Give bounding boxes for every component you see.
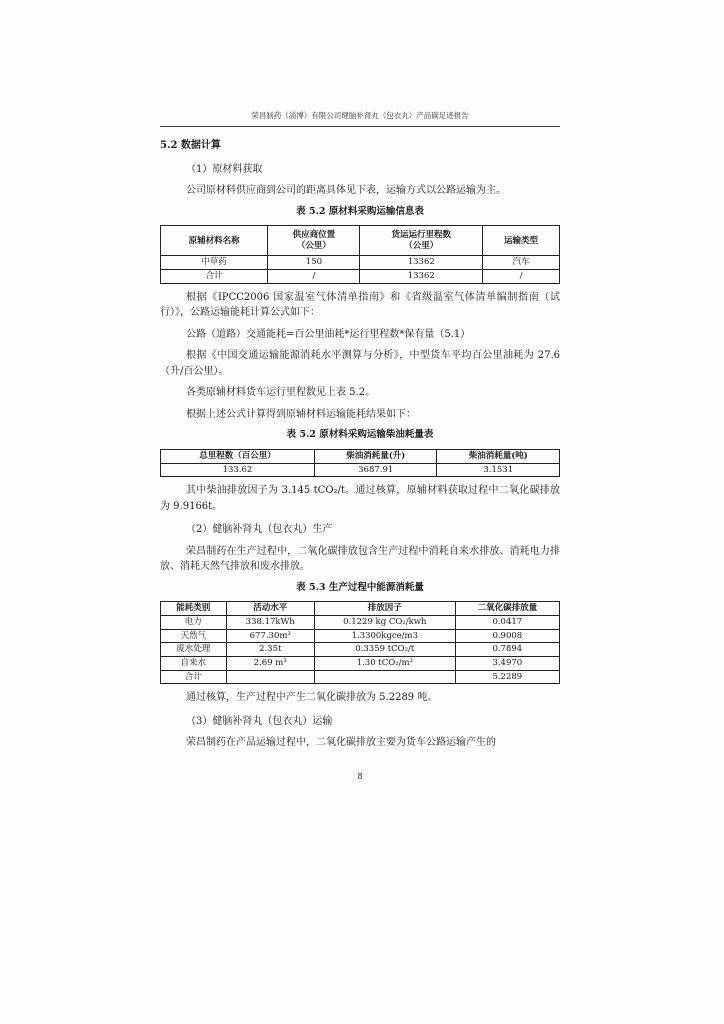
table-cell: / xyxy=(483,270,560,284)
table-cell: 0.3359 tCO₂/t xyxy=(314,643,455,657)
header-line: 货运运行里程数 xyxy=(391,230,452,241)
table-header-cell: 总里程数（百公里） xyxy=(161,449,315,463)
table-cell: 13362 xyxy=(360,270,483,284)
table-row xyxy=(161,616,560,630)
table-cell: 0.7894 xyxy=(455,643,559,657)
intro-paragraph: 公司原材料供应商到公司的距离具体见下表，运输方式以公路运输为主。 xyxy=(186,185,506,196)
transport-paragraph: 荣昌制药在产品运输过程中，二氧化碳排放主要为货车公路运输产生的 xyxy=(186,737,496,749)
raw-material-transport-table xyxy=(160,225,560,284)
table-cell: 1.30 tCO₂/m³ xyxy=(314,656,455,670)
table-header-cell: 二氧化碳排放量 xyxy=(455,602,559,616)
table-cell: 汽车 xyxy=(483,256,560,270)
table-cell: 5.2289 xyxy=(455,670,559,684)
formula-paragraph: 公路（道路）交通能耗=百公里油耗*运行里程数*保有量（5.1） xyxy=(186,328,471,340)
mileage-paragraph: 各类原辅材料货车运行里程数见上表 5.2。 xyxy=(186,387,376,399)
header-unit: （公里） xyxy=(296,240,331,251)
header-line: 供应商位置 xyxy=(292,230,336,241)
production-energy-table xyxy=(160,601,560,684)
table-cell: 3.1531 xyxy=(437,463,560,477)
header-rule xyxy=(160,126,560,127)
table-row xyxy=(161,670,560,684)
table-header-cell: 柴油消耗量(升) xyxy=(314,449,437,463)
table-header-cell: 原辅材料名称 xyxy=(161,226,268,256)
table-row xyxy=(161,643,560,657)
page-content xyxy=(160,134,560,757)
table-cell: 13362 xyxy=(360,256,483,270)
table-cell: 677.30m³ xyxy=(226,629,314,643)
table-row xyxy=(161,656,560,670)
diesel-consumption-table xyxy=(160,449,560,477)
section-heading: 5.2 数据计算 xyxy=(160,140,221,151)
table-cell: 133.62 xyxy=(161,463,315,477)
table-cell: 2.69 m³ xyxy=(226,656,314,670)
table-header-cell: 排放因子 xyxy=(314,602,455,616)
table-cell: / xyxy=(268,270,360,284)
table2-caption: 表 5.2 原材料采购运输柴油耗量表 xyxy=(286,429,434,441)
table-cell: 废水处理 xyxy=(161,643,227,657)
table-header-cell: 能耗类别 xyxy=(161,602,227,616)
table-cell xyxy=(314,670,455,684)
subheading-production: （2）健脑补肾丸（包衣丸）生产 xyxy=(186,524,333,536)
table-row xyxy=(161,256,560,270)
table-cell: 2.35t xyxy=(226,643,314,657)
table-header-cell: 活动水平 xyxy=(226,602,314,616)
table-row xyxy=(161,629,560,643)
table-header-cell: 运输类型 xyxy=(483,226,560,256)
running-header: 荣昌制药（淄博）有限公司健脑补肾丸（包衣丸）产品碳足迹报告 xyxy=(251,111,469,120)
table-header-cell: 柴油消耗量(吨) xyxy=(437,449,560,463)
table-cell: 0.9008 xyxy=(455,629,559,643)
production-paragraph: 荣昌制药在生产过程中，二氧化碳排放包含生产过程中消耗自来水排放、消耗电力排放、消耗天然气排放和废水排放。 xyxy=(160,545,560,573)
production-result-paragraph: 通过核算，生产过程中产生二氧化碳排放为 5.2289 吨。 xyxy=(186,692,438,704)
page-number: 8 xyxy=(357,772,363,781)
table-cell: 1.3300kgce/m3 xyxy=(314,629,455,643)
table-cell: 0.0417 xyxy=(455,616,559,630)
table-cell: 自来水 xyxy=(161,656,227,670)
table-row xyxy=(161,270,560,284)
table-header-row xyxy=(161,602,560,616)
ipcc-paragraph: 根据《IPCC2006 国家温室气体清单指南》和《省级温室气体清单编制指南（试行）》，公路运输能耗计算公式如下： xyxy=(160,291,560,319)
consumption-paragraph: 根据《中国交通运输能源消耗水平测算与分析》，中型货车平均百公里油耗为 27.6（升/百公里）。 xyxy=(160,350,560,377)
table-cell: 150 xyxy=(268,256,360,270)
table-cell xyxy=(226,670,314,684)
table-header-cell xyxy=(268,226,360,256)
diesel-paragraph: 其中柴油排放因子为 3.145 tCO₂/t。通过核算，原辅材料获取过程中二氧化碳排放为 9.9166t。 xyxy=(160,485,560,512)
table-cell: 合计 xyxy=(161,670,227,684)
subheading-raw-material: （1）原材料获取 xyxy=(186,163,263,175)
table-cell: 3687.91 xyxy=(314,463,437,477)
table-header-row xyxy=(161,226,560,256)
header-unit: （公里） xyxy=(404,240,439,251)
table-cell: 0.1229 kg CO₂/kwh xyxy=(314,616,455,630)
table-header-cell xyxy=(360,226,483,256)
table-row xyxy=(161,463,560,477)
table-header-row xyxy=(161,449,560,463)
table-cell: 合计 xyxy=(161,270,268,284)
table-cell: 3.4970 xyxy=(455,656,559,670)
table-cell: 中草药 xyxy=(161,256,268,270)
table-cell: 电力 xyxy=(161,616,227,630)
table-cell: 338.17kWh xyxy=(226,616,314,630)
table3-caption: 表 5.3 生产过程中能源消耗量 xyxy=(296,581,424,593)
table1-caption: 表 5.2 原材料采购运输信息表 xyxy=(296,205,424,217)
result-intro-paragraph: 根据上述公式计算得到原辅材料运输能耗结果如下： xyxy=(186,408,416,420)
subheading-transport: （3）健脑补肾丸（包衣丸）运输 xyxy=(186,715,333,727)
table-cell: 天然气 xyxy=(161,629,227,643)
